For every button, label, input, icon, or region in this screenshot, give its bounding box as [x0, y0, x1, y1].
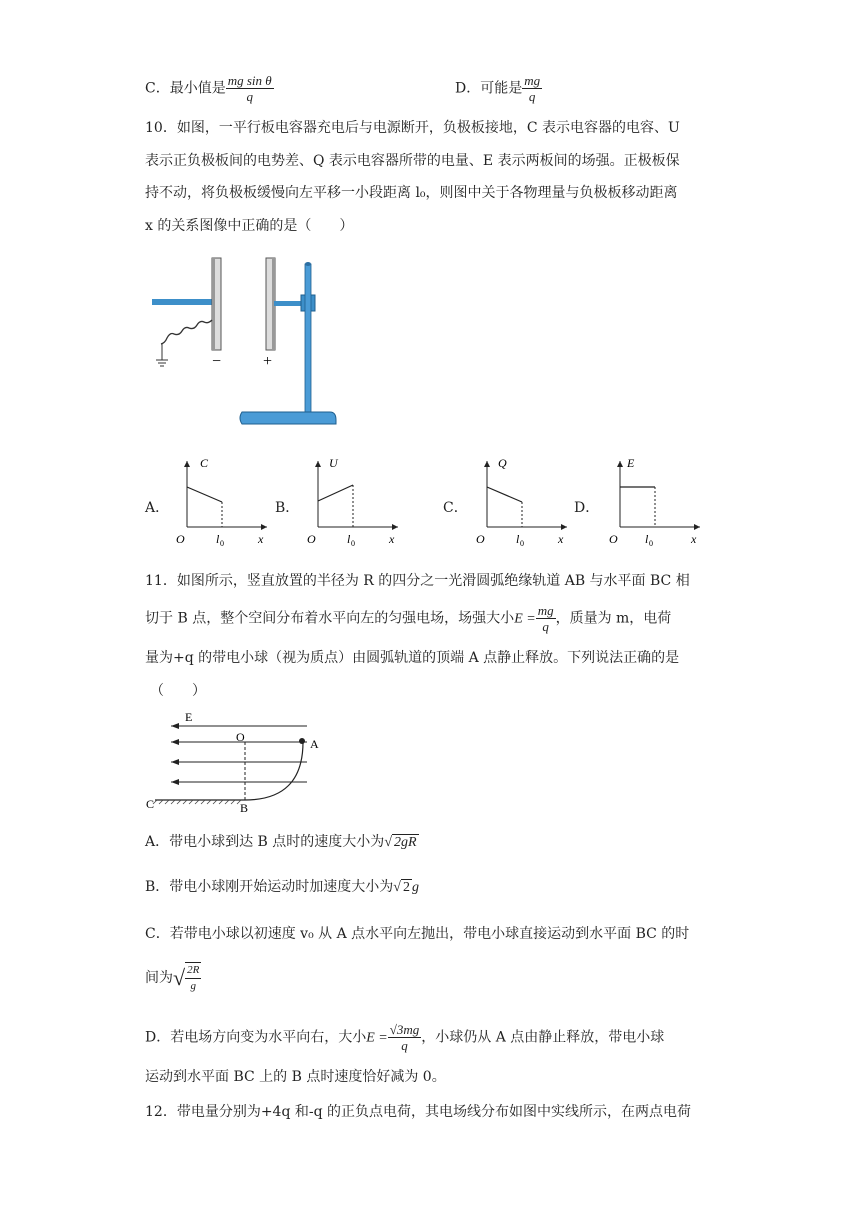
graph-a: [172, 455, 272, 550]
graph-a-label: A．: [145, 500, 170, 516]
graph-c-y-label: Q: [498, 456, 507, 470]
graph-d: [605, 455, 705, 550]
graph-d-tick: l: [645, 532, 649, 546]
q11-line-4: （ ）: [150, 683, 206, 699]
q10-line-2: 表示正负极板间的电势差、Q 表示电容器所带的电量、E 表示两板间的场强。正极板保: [145, 153, 680, 169]
q9-option-d-label: D．可能是: [455, 80, 523, 97]
graph-c-origin: O: [476, 532, 485, 546]
stand-base: [240, 412, 336, 424]
q11-line-2: 切于 B 点，整个空间分布着水平向左的匀强电场，场强大小E = $\frac{mg}{q}$ ，质量为 m，电荷: [145, 603, 672, 634]
graph-b-tick: l: [347, 532, 351, 546]
q10-line-3: 持不动，将负极板缓慢向左平移一小段距离 l₀，则图中关于各物理量与负极板移动距离: [145, 185, 678, 201]
fig-label-c: C: [146, 797, 155, 811]
graph-b: [303, 455, 403, 550]
left-rod: [152, 299, 214, 305]
graph-a-curve: [187, 487, 222, 502]
arc-track-figure: [145, 708, 345, 813]
q11-line-3: 量为+q 的带电小球（视为质点）由圆弧轨道的顶端 A 点静止释放。下列说法正确的是: [145, 650, 680, 666]
svg-text:0: 0: [220, 539, 224, 548]
q11-option-c-line-2: 间为√ $\frac{2R}{g}$: [145, 964, 200, 992]
stand-pole: [305, 264, 311, 414]
ball: [299, 738, 305, 744]
svg-text:0: 0: [351, 539, 355, 548]
graph-c-tick: l: [516, 532, 520, 546]
graph-d-x-label: x: [691, 532, 697, 546]
q10-line-4: x 的关系图像中正确的是（ ）: [145, 218, 354, 234]
graph-c-x-label: x: [558, 532, 564, 546]
graph-a-x-label: x: [258, 532, 264, 546]
graph-b-x-label: x: [389, 532, 395, 546]
graph-a-tick: l: [216, 532, 220, 546]
q9-option-d: [455, 73, 542, 104]
graph-b-curve: [318, 485, 353, 501]
q11-option-c-line-1: C．若带电小球以初速度 v₀ 从 A 点水平向左抛出，带电小球直接运动到水平面 BC 的时: [145, 926, 690, 942]
graph-d-origin: O: [609, 532, 618, 546]
plus-label: +: [263, 353, 273, 370]
q9-option-d-fraction: $\frac{mg}{q}$: [524, 73, 541, 104]
q9-option-c: [145, 73, 274, 104]
graph-d-label: D．: [574, 500, 600, 516]
graph-b-origin: O: [307, 532, 316, 546]
graph-a-y-label: C: [200, 456, 209, 470]
graph-d-y-label: E: [627, 456, 635, 470]
fig-label-b: B: [240, 801, 249, 813]
q11-option-b: B．带电小球刚开始运动时加速度大小为√ 2 g: [145, 877, 419, 898]
svg-text:0: 0: [649, 539, 653, 548]
q11-option-d-line-2: 运动到水平面 BC 上的 B 点时速度恰好减为 0。: [145, 1069, 446, 1085]
q9-option-c-fraction: $\frac{\text{mg sin θ}}{q}$: [227, 73, 272, 104]
sqrt-2gR: √ 2gR: [384, 835, 417, 850]
q12-line-1: 12．带电量分别为+4q 和-q 的正负点电荷，其电场线分布如图中实线所示，在两点电荷: [145, 1104, 692, 1120]
graph-b-label: B．: [275, 500, 300, 516]
svg-text:0: 0: [520, 539, 524, 548]
capacitor-figure: [150, 250, 350, 430]
graph-c-curve: [487, 487, 522, 502]
fig-label-o: O: [236, 730, 245, 744]
q11-option-d-fraction: $\frac{√3mg}{q}$: [389, 1022, 420, 1053]
ground-wire: [161, 320, 212, 344]
graph-b-y-label: U: [329, 456, 338, 470]
arc-track: [245, 742, 303, 800]
q11-option-d-line-1: D．若电场方向变为水平向右，大小E = $\frac{√3mg}{q}$ ，小球仍从 A 点由静止释放，带电小球: [145, 1022, 665, 1053]
q11-line-1: 11．如图所示，竖直放置的半径为 R 的四分之一光滑圆弧绝缘轨道 AB 与水平面 BC 相: [145, 573, 690, 589]
graph-a-origin: O: [176, 532, 185, 546]
sqrt-2: √ 2: [393, 880, 410, 895]
minus-label: −: [212, 353, 222, 370]
sqrt-2r-over-g: √: [173, 965, 186, 990]
q11-option-a: A．带电小球到达 B 点时的速度大小为√ 2gR: [145, 832, 419, 853]
q10-line-1: 10．如图，一平行板电容器充电后与电源断开，负极板接地，C 表示电容器的电容、U: [145, 120, 680, 136]
fig-label-a: A: [310, 737, 319, 751]
graph-c-label: C．: [443, 500, 468, 516]
fig-label-e: E: [185, 710, 193, 724]
q9-option-c-label: C．最小值是: [145, 80, 226, 97]
q11-field-fraction: $\frac{mg}{q}$: [537, 603, 554, 634]
graph-c: [472, 455, 572, 550]
